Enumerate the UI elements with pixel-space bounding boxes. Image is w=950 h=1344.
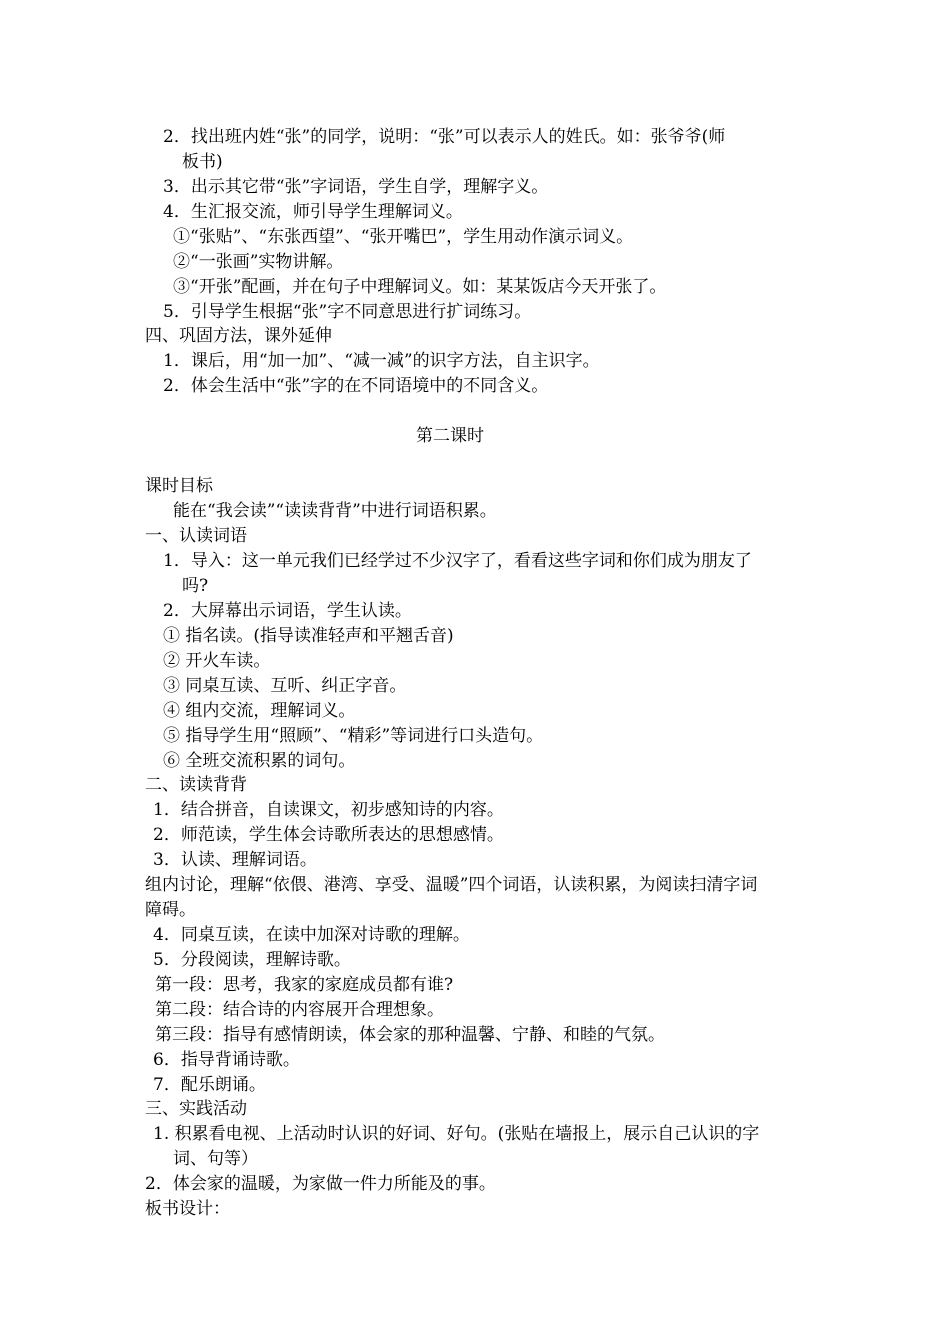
text-line: ③ 同桌互读、互听、纠正字音。	[163, 676, 407, 696]
section-heading: 四、巩固方法，课外延伸	[145, 326, 332, 346]
text-line: 7．配乐朗诵。	[153, 1075, 266, 1095]
text-line: 2．找出班内姓“张”的同学，说明：“张”可以表示人的姓氏。如：张爷爷(师	[163, 127, 726, 147]
text-line: 第二段：结合诗的内容展开合理想象。	[155, 1000, 444, 1020]
text-line: ①“张贴”、“东张西望”、“张开嘴巴”，学生用动作演示词义。	[173, 227, 634, 247]
text-line: 2．体会家的温暖，为家做一件力所能及的事。	[145, 1174, 496, 1194]
text-line: 3．认读、理解词语。	[153, 850, 317, 870]
text-line: 能在“我会读”“读读背背”中进行词语积累。	[173, 501, 497, 521]
section-heading: 二、读读背背	[145, 775, 247, 795]
text-line: 4．生汇报交流，师引导学生理解词义。	[163, 202, 463, 222]
text-line: 1．课后，用“加一加”、“减一减”的识字方法，自主识字。	[163, 351, 600, 371]
text-line: 1．导入：这一单元我们已经学过不少汉字了，看看这些字词和你们成为朋友了	[163, 551, 752, 571]
text-line: 第一段：思考，我家的家庭成员都有谁?	[155, 975, 454, 995]
text-line: 第三段：指导有感情朗读，体会家的那种温馨、宁静、和睦的气氛。	[155, 1025, 665, 1045]
text-line: ③“开张”配画，并在句子中理解词义。如：某某饭店今天开张了。	[173, 277, 667, 297]
section-heading: 板书设计：	[145, 1199, 230, 1219]
text-line: 1. 积累看电视、上活动时认识的好词、好句。(张贴在墙报上，展示自己认识的字	[153, 1124, 760, 1144]
text-line: ⑥ 全班交流积累的词句。	[163, 751, 356, 771]
text-line: 2．体会生活中“张”字的在不同语境中的不同含义。	[163, 376, 549, 396]
text-line: 6．指导背诵诗歌。	[153, 1050, 300, 1070]
text-line: 2．师范读，学生体会诗歌所表达的思想感情。	[153, 825, 504, 845]
text-line: 词、句等）	[173, 1149, 258, 1169]
text-line: 障碍。	[145, 900, 196, 920]
text-line: 板书)	[182, 152, 223, 172]
section-heading: 三、实践活动	[145, 1099, 247, 1119]
text-line: 5．分段阅读，理解诗歌。	[153, 950, 351, 970]
text-line: 5．引导学生根据“张”字不同意思进行扩词练习。	[163, 302, 532, 322]
text-line: ② 开火车读。	[163, 651, 271, 671]
text-line: 2．大屏幕出示词语，学生认读。	[163, 601, 412, 621]
section-heading: 课时目标	[145, 476, 213, 496]
section-heading: 一、认读词语	[145, 526, 247, 546]
text-line: 吗?	[182, 576, 209, 596]
lesson-title: 第二课时	[416, 426, 484, 446]
text-line: 组内讨论，理解“依偎、港湾、享受、温暖”四个词语，认读积累，为阅读扫清字词	[145, 875, 758, 895]
text-line: ④ 组内交流，理解词义。	[163, 701, 356, 721]
text-line: 4．同桌互读，在读中加深对诗歌的理解。	[153, 925, 470, 945]
text-line: ⑤ 指导学生用“照顾”、“精彩”等词进行口头造句。	[163, 726, 544, 746]
text-line: 1．结合拼音，自读课文，初步感知诗的内容。	[153, 800, 504, 820]
text-line: ②“一张画”实物讲解。	[173, 252, 344, 272]
text-line: ① 指名读。(指导读准轻声和平翘舌音)	[163, 626, 454, 646]
text-line: 3．出示其它带“张”字词语，学生自学，理解字义。	[163, 177, 549, 197]
